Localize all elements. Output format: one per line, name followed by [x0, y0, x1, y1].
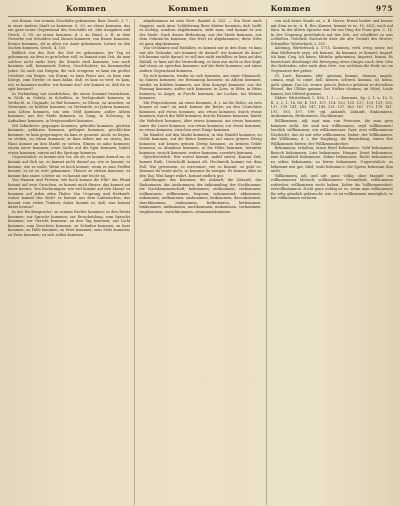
text-columns	[8, 19, 393, 505]
paragraph: Von Gedanken und Einfällen: es kommt mir in den Sinn; es kam mir der Gedanke; wie kommst du darauf? wie kommst du dazu? ich komme nicht darauf; es will mir nicht einfallen; er kam auf den Einfall; er kam auf die Vermuthung; es kam mir nicht in den Kopf. Auf etwas zu sprechen kommen; auf die Rede kommen; auf einen andern Gegenstand kommen.	[139, 46, 262, 74]
paragraph: Von Waaren und Preisen: wie hoch kommt die Elle? das Pfund kommt auf zwei Groschen; es kommt mich theuer; das kommt auf eines heraus. Von Rechnungen: wie viel kommt auf den Mann? es kommen auf jeden zehn Thaler. Von Ursprung und Herkunft: woher kommt das Wort? es kommt aus dem Lateinischen; das kommt vom vielen Trinken; daher kommt es, daß; was kommt dabei heraus?	[8, 178, 131, 210]
running-head	[8, 4, 393, 17]
paragraph: von Einem, von seinem Geschäfte gekommen; Bair. Gesch. 2, 7 ; in einer Andern Stadt zu kommen, S. 20; zu etwas kommen, das ein ganz neuer Gegenstand des Geschäfts ist; Alte Ausgaben und Gesch. 3, 90; zu etwas kommen, d. i. zu Hand, z. B. in dem Gewerbe von Schulden und Zinsen kommen; von Hause kommen, heraus kommen, als in allen vor Amte gekommen; Lehrer zu den Sachen kommen, Gesch. 4, 105.	[8, 19, 131, 51]
paragraph: Bildlich von der Zeit: die Zeit ist gekommen; der Tag ist gekommen, an dem es geschehen soll; es kommt eine Zeit, da man solches nicht mehr hört; die Stunde wird kommen; was noch kommen soll; kommende Zeiten, Geschlechter; im kommenden Jahre. So auch von Dingen, die sich ereignen: es kam ein großes Gewitter, ein Regen, ein Sturm; es kam Feuer aus; es kam zum Kriege, zum Streite; es kam dahin, daß; es kam so weit; es kam, wie es kommen mußte; wie kommt das? wie kommt es, daß du so spät kommst?	[8, 50, 131, 92]
paragraph: Sprichwörtlich: Wer zuerst kommt, mahlt zuerst. Kommt Zeit, kommt Rath. Unverhofft kommt oft. Hochmuth kommt vor dem Fall. Wie gewonnen, so zerronnen; wie es kommt, so geht es. Kommst du heute nicht, so kommst du morgen. Es kommt alles an den Tag. Was lange währt, kommt endlich gut.	[139, 155, 262, 178]
paragraph: Im Handel: auf den Markt kommen; in den Handel kommen; zu Gelde kommen; auf die Beine kommen; auf einen grünen Zweig kommen; auf keinen grünen Zweig kommen; zu keinem Gelde kommen; in Abnahme kommen; in die Höhe kommen; herunter kommen; zurück kommen; weiter kommen; vorwärts kommen.	[139, 132, 262, 155]
paragraph: Ableitungen: das Kommen; die Ankunft; die Zukunft; das Einkommen; das Auskommen; der Ankömmling; der Nachkomme; die Nachkommenschaft; bekommen; entkommen; verkommen; vollkommen; willkommen; bequem; zukommend; abkommen, ankommen, aufkommen, auskommen, beikommen, davonkommen, durchkommen, einkommen, fortkommen, herkommen, hinkommen, mitkommen, nachkommen, umkommen, vorkommen, wegkommen, zurückkommen, zusammenkommen.	[139, 178, 262, 214]
paragraph: Willkommen, adj. sagt man von Personen, die man gern kommen sieht: Sie sind mir willkommen; seyd willkommen! herzlich willkommen; ein willkommener Gast; eine willkommene Nachricht; das ist mir sehr willkommen. Daher: der Willkommen, der Willkomm, d. i. der Empfang, die Begrüßung; einem den Willkommen bieten; der Willkommsbecher.	[270, 119, 393, 146]
text-column-right	[266, 19, 393, 505]
paragraph: In der Rechtssprache: zu seinem Rechte kommen; in den Besitz kommen; zur Sprache kommen; zur Entscheidung, zum Spruche kommen; vor Gericht kommen; an den Tag kommen; ans Licht kommen; zum Vorschein kommen; zu Schaden kommen; zu kurz kommen; zu Falle kommen; zu Wort kommen; zum Ziele kommen; zu Ende kommen; zu sich selbst kommen.	[8, 209, 131, 237]
text-column-middle	[134, 19, 261, 505]
paragraph: Adelung, Wörterbuch 2, 1711: Kommen, verb. irreg. neutr. mit dem Hülfsworte seyn; ich komme, du kommst, er kommt; Imperf. ich kam; Conj. ich käme; Mittelw. gekommen; Imperat. komm. Es bezeichnet überhaupt die Bewegung eines Dinges nach dem Orte des Redenden, oder nach dem Orte, von welchem die Rede ist; im Gegensatze des gehen.	[270, 46, 393, 74]
paragraph: Gl. Lach. Kommen, altd. queman, kuman, choman, angels. cuman, engl. to come, holl. komen, schwed. komma, isl. koma, goth. qiman. Das lat. venire, griech. βαίνειν gehören zu derselben Wurzel. Bei Ulfilas quiman; bei Notker chomen; im Nibel. Liede komen; bei Otfried queman.	[270, 73, 393, 96]
paragraph: Bekommen, erhalten; einen Brief bekommen; Geld bekommen; Besuch bekommen; Lust bekommen; Hunger, Durst bekommen; eine Krankheit bekommen; Zähne bekommen; Recht bekommen; zu sehen bekommen; zu hören bekommen. Unpersönlich: es bekommt mir gut, übel; wohl bekomm's! die Speise bekommt ihm nicht.	[270, 146, 393, 174]
paragraph: Näher: Wörterbuch 1, 836, 1. 2. — Kommen, Sp. 2, 1, a. 12, 5; R. 3, 2, 1, 16, 80; K. 101. 107, 114. 123; 125. 127; 129. 131; 133. 137; 139. 141; 143. 147; 149. 151. 157. 163. 167. 173. 179. 181. 191. 193. 197. 199; vgl. Ankunft, Zukunft, Einkommen, Auskommen, Herkommen, Nachkomme.	[270, 96, 393, 119]
paragraph: abgekommen ist sein Wort. Bandel 4, 283. — Ein Wort nach Saggers, nach Anm. Schilderung Ihrer Mutter kommen, daß, heißt es nichtig, sondern abgekommen, sieht man, und kommt es aus der Mode. Nach dieser Bedeutung: aus der Mode kommen, aus dem Gebrauche kommen; das Wort ist abgekommen; diese Sitte ist ganz abgekommen.	[139, 19, 262, 46]
paragraph: In Verbindung mit Ausdrücken, die einen Zustand bezeichnen: in Noth, in Gefahr, in Schulden, in Verlegenheit kommen; in Verdacht, in Ungnade, in Ruf kommen; zu Ehren, zu Ansehen, zu Vermögen, zu Kräften kommen; zu Verstande, zu Jahren kommen; ums Leben kommen, um sein Geld kommen; außer Athem kommen; aus der Mode kommen; in Gang, in Schwung, in Aufnahme kommen; in Vergessenheit kommen.	[8, 91, 131, 124]
paragraph: Mit Präpositionen: an einen kommen, d. i. an die Reihe; an wen kommt es nun? an mich kommt die Reihe; an den Unrechten kommen; auf etwas kommen; aus etwas kommen; durch etwas kommen; durch die Welt kommen; durchs Examen kommen; hinter die Wahrheit kommen; über etwas kommen; um etwas kommen; unter die Leute kommen; von etwas kommen; vor etwas kommen; zu etwas kommen; zwischen zwei Dinge kommen.	[139, 100, 262, 133]
paragraph: von sich keine Sünde zu, z. B. Herrn: Etwas heißer und besser mit Sinn zu er; A. B. Ber. Kommt, kommt er er; 16, 853), nach auf Sinn. In der ältern Sprache war für ein Ding die Form gen. 2, 14. In der Ursprung gewöhnlich auf das Zeit, Art schaffelst zu was schließen. Gelehrte Nachricht über die alte Gestalt des Wortes; Schmeller, Wörterbuch 2, 301.	[270, 19, 393, 46]
paragraph: Unpersönlich: es kommt mir vor, als ob; es kommt darauf an; es kommt auf dich an; es kommt nicht darauf an; wie es kommt; es komme, wie es wolle. Wenn es hoch kommt; wenn es zum Treffen kommt; es ist so weit gekommen. Theuer zu stehen kommen; es kommt ihm sauer, schwer an; es kommt mir leicht an.	[8, 155, 131, 178]
running-head-left-word: Kommen	[66, 4, 107, 13]
running-head-right-word: Kommen	[270, 4, 312, 13]
text-column-left	[8, 19, 130, 505]
page-number: 975	[375, 4, 394, 13]
paragraph: Zu sich kommen, wieder zu sich kommen, aus einer Ohnmacht; zu Sinnen kommen; zur Besinnung kommen; zu Athem kommen; wieder zu Kräften kommen; aus dem Konzept kommen; aus der Fassung kommen; außer sich kommen; in Zorn, in Eifer, in Hitze kommen; in Angst, in Furcht kommen; ins Lachen, ins Weinen kommen.	[139, 73, 262, 101]
paragraph: Vollkommen, adj. und adv. ganz, völlig, ohne Mangel: ein vollkommener Mensch; vollkommene Gesundheit; vollkommen zufrieden; vollkommen recht haben. Daher die Vollkommenheit; vervollkommnen. Nicht ganz richtig ist es, wenn man vollkommen für sehr, gänzlich gebraucht, wie: es ist vollkommen unmöglich; er hat vollkommen verloren.	[270, 173, 393, 201]
running-head-center-word: Kommen	[168, 4, 209, 13]
paragraph: Mit Infinitiven: gegangen kommen, gelaufen kommen, geritten kommen, gefahren kommen, geflogen kommen, geschlichen kommen; er kam gesprungen; da kam er gerannt. Auch: zu liegen, zu stehen, zu sitzen kommen; er kam neben mir zu sitzen; das Haus kommt an den Markt zu stehen. Einem zu nahe kommen; einem zuvor kommen; einer Sache auf die Spur kommen; hinter etwas kommen; einem auf die Sprünge kommen.	[8, 123, 131, 155]
